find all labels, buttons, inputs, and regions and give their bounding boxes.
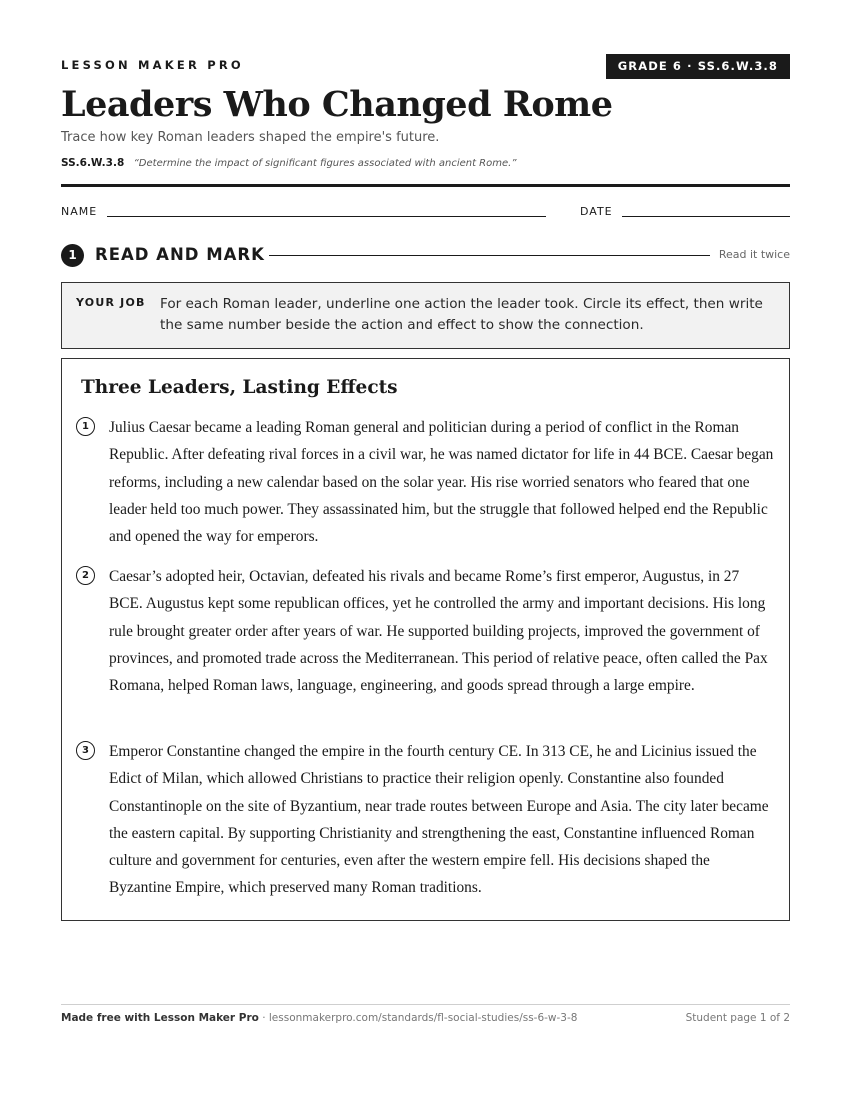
name-label: NAME (61, 205, 98, 218)
footer-credit (61, 1012, 577, 1024)
footer-made-with: Made free with Lesson Maker Pro (61, 1012, 259, 1024)
date-field[interactable] (622, 216, 790, 217)
reading-passage (61, 358, 790, 921)
student-fields (61, 205, 790, 221)
name-field[interactable] (107, 216, 546, 217)
footer-url[interactable]: lessonmakerpro.com/standards/fl-social-studies/ss-6-w-3-8 (268, 1012, 578, 1024)
section-header (61, 243, 790, 269)
page-subtitle: Trace how key Roman leaders shaped the empire's future. (61, 130, 440, 145)
standard-code: SS.6.W.3.8 (61, 157, 125, 169)
task-label: YOUR JOB (76, 296, 146, 309)
page-title: Leaders Who Changed Rome (61, 84, 613, 125)
section-note: Read it twice (718, 248, 790, 261)
date-label: DATE (580, 205, 613, 218)
header-divider (61, 184, 790, 187)
paragraph-text: Julius Caesar became a leading Roman general and politician during a period of conflict in the Roman Republic. After defeating rival forces in a civil war, he was named dictator for life in 44 BCE. Caesar began reforms, including a new calendar based on the solar year. His rise worried senators who feared that one leader held too much power. They assassinated him, but the struggle that followed helped end the Republic and opened the way for emperors. (109, 419, 774, 546)
section-title: READ AND MARK (95, 245, 265, 264)
standard-line (61, 157, 517, 169)
paragraph-number: 1 (76, 417, 95, 436)
footer-separator: · (262, 1012, 266, 1024)
reading-title: Three Leaders, Lasting Effects (81, 377, 398, 398)
task-instructions: For each Roman leader, underline one action the leader took. Circle its effect, then write the same number beside the action and effect to show the connection. (160, 296, 763, 333)
section-number-badge: 1 (61, 244, 84, 267)
section-divider (269, 255, 710, 256)
paragraph-number: 2 (76, 566, 95, 585)
task-box (61, 282, 790, 349)
standard-quote: “Determine the impact of significant figures associated with ancient Rome.” (133, 158, 517, 169)
grade-badge: GRADE 6 · SS.6.W.3.8 (606, 54, 790, 79)
paragraph-text: Emperor Constantine changed the empire in the fourth century CE. In 313 CE, he and Licinius issued the Edict of Milan, which allowed Christians to practice their religion openly. Constantine also founded Constantinople on the site of Byzantium, near trade routes between Europe and Asia. The city later became the eastern capital. By supporting Christianity and strengthening the east, Constantine influenced Roman culture and government for centuries, even after the western empire fell. His decisions shaped the Byzantine Empire, which preserved many Roman traditions. (109, 743, 769, 897)
footer-divider (61, 1004, 790, 1005)
brand-name: LESSON MAKER PRO (61, 58, 244, 72)
paragraph-number: 3 (76, 741, 95, 760)
paragraph-text: Caesar’s adopted heir, Octavian, defeated his rivals and became Rome’s first emperor, Augustus, in 27 BCE. Augustus kept some republican offices, yet he controlled the army and important decisions. His long rule brought greater order after years of war. He supported building projects, improved the government of provinces, and promoted trade across the Mediterranean. This period of relative peace, often called the Pax Romana, helped Roman laws, language, engineering, and goods spread through a large empire. (109, 568, 768, 695)
footer-page-number: Student page 1 of 2 (685, 1012, 790, 1024)
